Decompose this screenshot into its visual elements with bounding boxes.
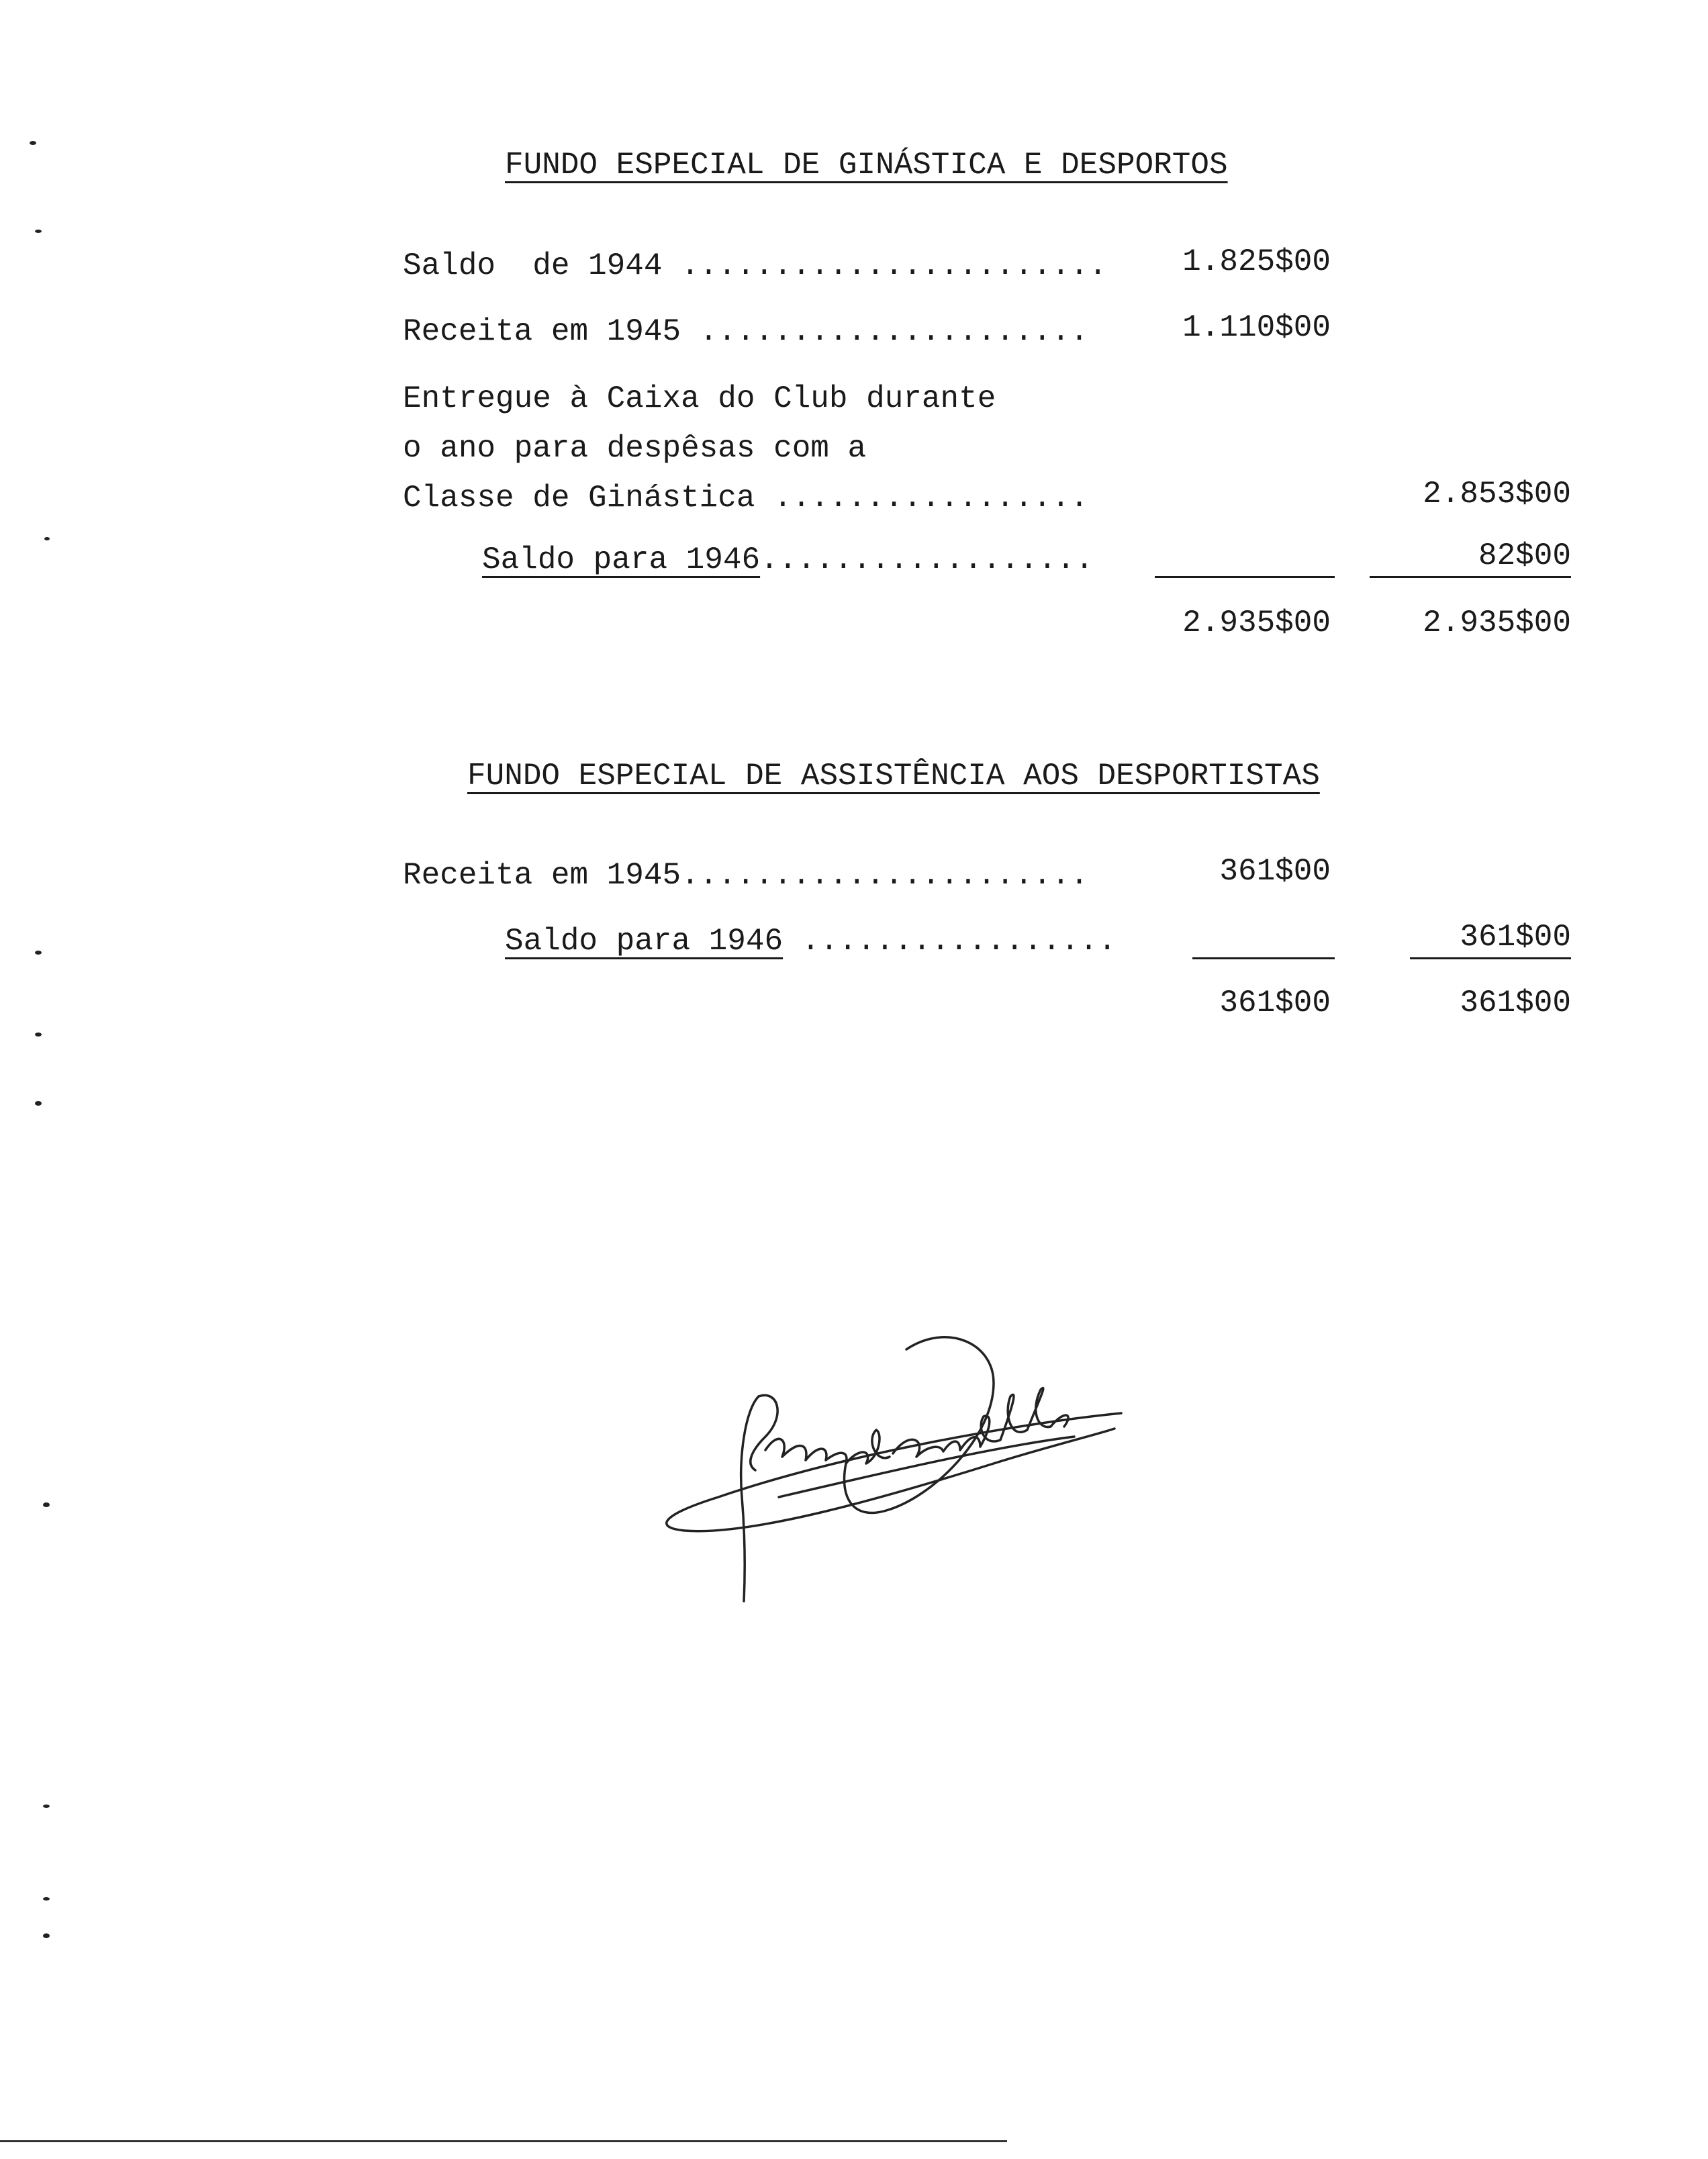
section2-rule-left [1192, 957, 1335, 959]
section2-row1-label: Receita em 1945...................... [403, 858, 1089, 893]
scan-speck [43, 1933, 50, 1938]
section1-row1-label: Saldo de 1944 ....................... [403, 248, 1107, 283]
scan-speck [43, 1897, 50, 1901]
scan-speck [35, 1033, 42, 1037]
scan-speck [35, 951, 42, 955]
section1-title: FUNDO ESPECIAL DE GINÁSTICA E DESPORTOS [505, 148, 1228, 183]
section1-row4-label: Saldo para 1946 [482, 542, 761, 577]
section1-row2-value: 1.110$00 [1182, 310, 1331, 345]
section2-row2-dots: ................. [783, 924, 1117, 959]
section1-rule-left [1155, 576, 1335, 578]
bottom-scan-edge [0, 2140, 1007, 2142]
section1-row2-label: Receita em 1945 ..................... [403, 314, 1089, 349]
section1-row3-line2: o ano para despêsas com a [403, 431, 867, 466]
section2-row2 [505, 922, 1117, 960]
section2-rule-right [1410, 957, 1571, 959]
section2-title: FUNDO ESPECIAL DE ASSISTÊNCIA AOS DESPORTISTAS [467, 759, 1320, 794]
section2-row2-value: 361$00 [1460, 920, 1571, 955]
scan-speck [43, 1502, 50, 1507]
section1-row3-value: 2.853$00 [1423, 477, 1571, 512]
section2-row1-value: 361$00 [1219, 854, 1331, 889]
section1-row4-value: 82$00 [1478, 538, 1571, 573]
section1-row3-line1: Entregue à Caixa do Club durante [403, 381, 996, 416]
section1-total-left: 2.935$00 [1182, 606, 1331, 640]
scan-speck [35, 1101, 42, 1106]
section2-total-right: 361$00 [1460, 986, 1571, 1020]
section1-row1-value: 1.825$00 [1182, 244, 1331, 279]
section1-total-right: 2.935$00 [1423, 606, 1571, 640]
section1-row4-dots: .................. [760, 542, 1094, 577]
scan-speck [44, 537, 50, 540]
section1-rule-right [1370, 576, 1571, 578]
section2-row2-label: Saldo para 1946 [505, 924, 784, 959]
scan-speck [35, 230, 42, 233]
section2-total-left: 361$00 [1219, 986, 1331, 1020]
section1-row3-line3: Classe de Ginástica ................. [403, 481, 1089, 516]
scan-speck [30, 141, 36, 145]
scan-speck [43, 1805, 50, 1808]
signature [645, 1296, 1155, 1604]
section1-row4 [482, 541, 1094, 579]
